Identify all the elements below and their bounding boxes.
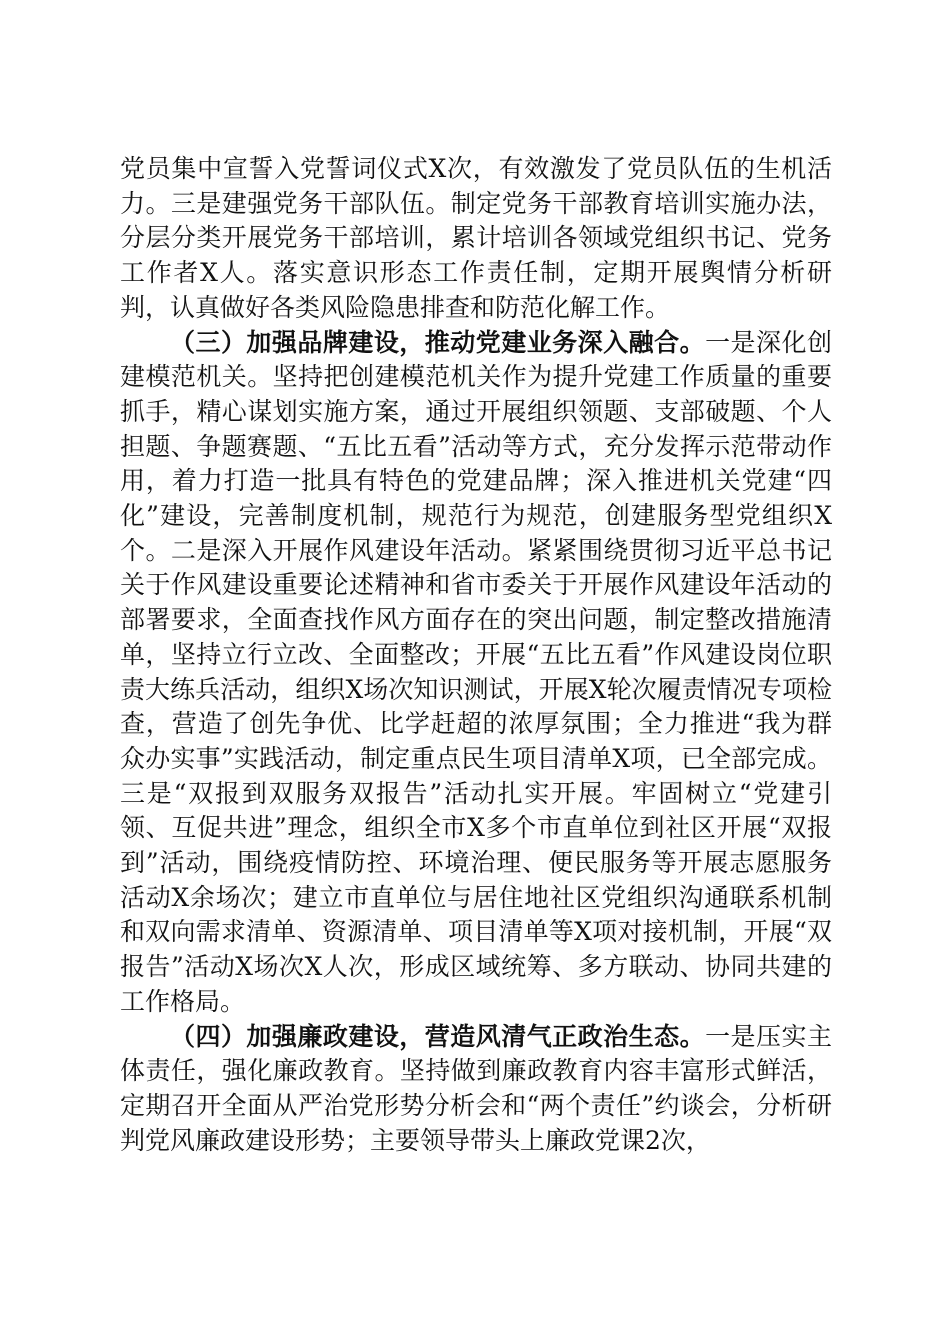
paragraph-section-four xyxy=(120,1020,832,1159)
paragraph-body: 一是深化创建模范机关。坚持把创建模范机关作为提升党建工作质量的重要抓手，精心谋划实施方案，通过开展组织领题、支部破题、个人担题、争题赛题、“五比五看”活动等方式，充分发挥示范带动作用，着力打造一批具有特色的党建品牌；深入推进机关党建“四化”建设，完善制度机制，规范行为规范，创建服务型党组织X个。二是深入开展作风建设年活动。紧紧围绕贯彻习近平总书记关于作风建设重要论述精神和省市委关于开展作风建设年活动的部署要求，全面查找作风方面存在的突出问题，制定整改措施清单，坚持立行立改、全面整改；开展“五比五看”作风建设岗位职责大练兵活动，组织X场次知识测试，开展X轮次履责情况专项检查，营造了创先争优、比学赶超的浓厚氛围；全力推进“我为群众办实事”实践活动，制定重点民生项目清单X项，已全部完成。三是“双报到双服务双报告”活动扎实开展。牢固树立“党建引领、互促共进”理念，组织全市X多个市直单位到社区开展“双报到”活动，围绕疫情防控、环境治理、便民服务等开展志愿服务活动X余场次；建立市直单位与居住地社区党组织沟通联系机制和双向需求清单、资源清单、项目清单等X项对接机制，开展“双报告”活动X场次X人次，形成区域统筹、多方联动、协同共建的工作格局。 xyxy=(120,327,832,1016)
paragraph-body: 一是压实主体责任，强化廉政教育。坚持做到廉政教育内容丰富形式鲜活，定期召开全面从严治党形势分析会和“两个责任”约谈会，分析研判党风廉政建设形势；主要领导带头上廉政党课2次， xyxy=(120,1021,832,1155)
section-heading: （三）加强品牌建设，推动党建业务深入融合。 xyxy=(170,327,706,357)
document-page xyxy=(120,152,832,1158)
paragraph-continuation xyxy=(120,152,832,326)
paragraph-section-three xyxy=(120,326,832,1020)
paragraph-body: 党员集中宣誓入党誓词仪式X次，有效激发了党员队伍的生机活力。三是建强党务干部队伍。制定党务干部教育培训实施办法，分层分类开展党务干部培训，累计培训各领域党组织书记、党务工作者X人。落实意识形态工作责任制，定期开展舆情分析研判，认真做好各类风险隐患排查和防范化解工作。 xyxy=(120,154,832,322)
section-heading: （四）加强廉政建设，营造风清气正政治生态。 xyxy=(170,1021,706,1051)
